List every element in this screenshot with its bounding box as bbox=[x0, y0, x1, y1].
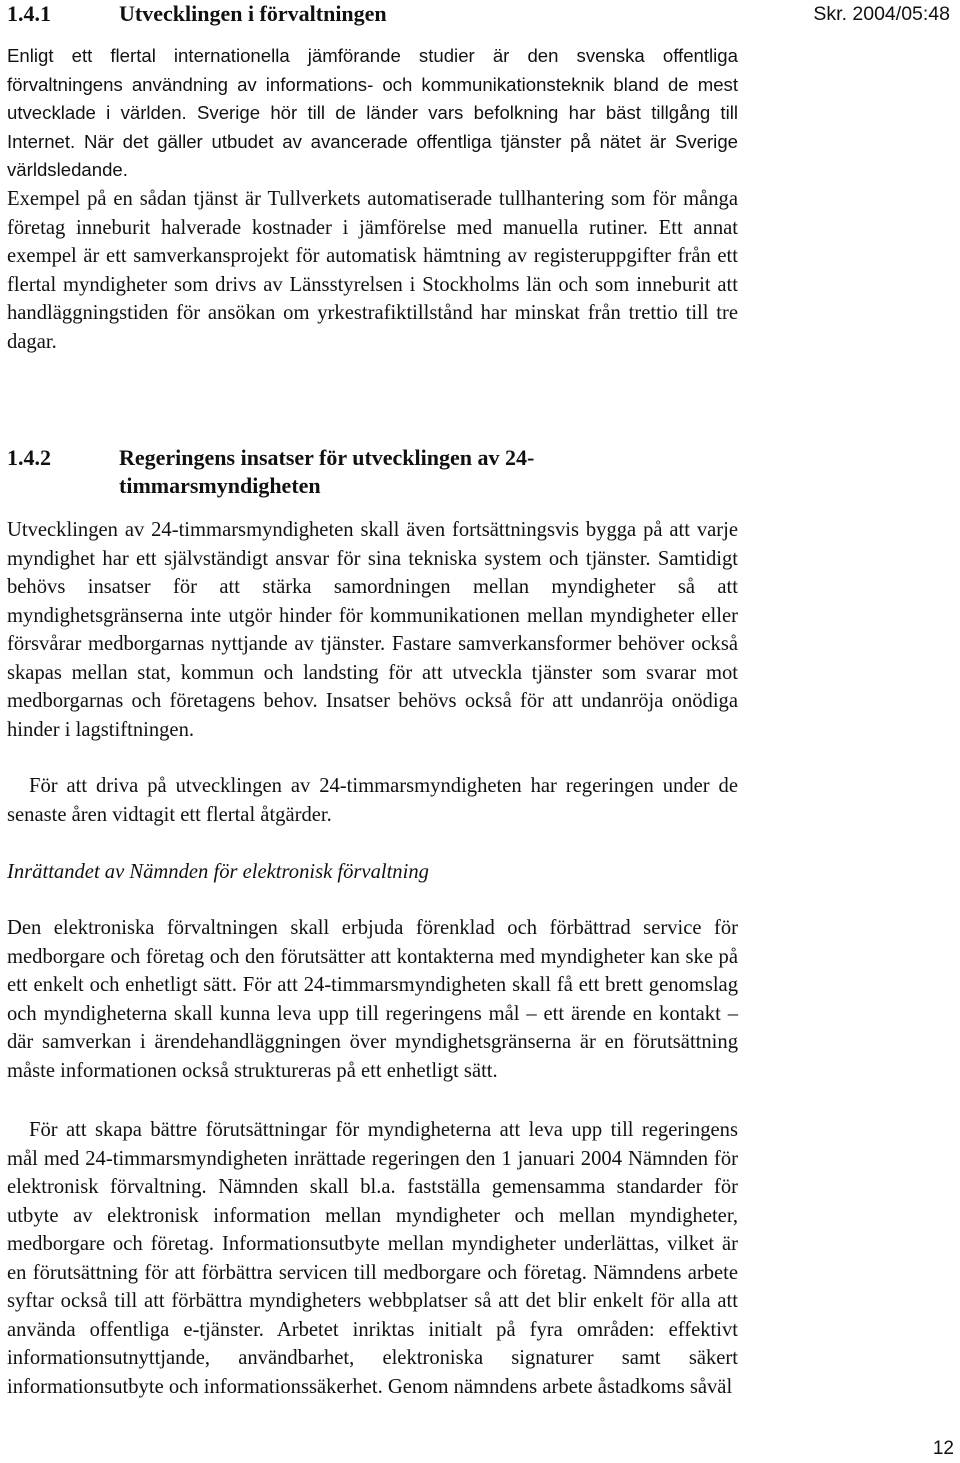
section-heading-1-4-1 bbox=[7, 0, 607, 28]
subsection-title: Inrättandet av Nämnden för elektronisk förvaltning bbox=[7, 861, 429, 883]
paragraph: Utvecklingen av 24-timmarsmyndigheten skall även fortsättningsvis bygga på att varje myndighet har ett självständigt ansvar för sina tekniska system och tjänster. Samtidigt behövs insatser för att stärka samordningen mellan myndigheter så att myndighetsgränserna inte utgör hinder för kommunikationen mellan myndigheter eller försvårar medborgarnas nyttjande av tjänster. Fastare samverkansformer behöver också skapas mellan stat, kommun och landsting för att utveckla tjänster som svarar mot medborgarnas och företagens behov. Insatser behövs också för att undanröja onödiga hinder i lagstiftningen. bbox=[7, 519, 738, 741]
paragraph: Exempel på en sådan tjänst är Tullverkets automatiserade tullhantering som för många företag inneburit halverade kostnader i jämförelse med manuella rutiner. Ett annat exempel är ett samverkansprojekt för automatisk hämtning av registeruppgifter från ett flertal myndigheter som drivs av Länsstyrelsen i Stockholms län och som inneburit att handläggningstiden för ansökan om yrkestrafiktillstånd har minskat från trettio till tre dagar. bbox=[7, 188, 738, 353]
section-heading-1-4-2 bbox=[7, 444, 707, 502]
page-number: 12 bbox=[932, 1438, 954, 1459]
section-title-line-1: Regeringens insatser för utvecklingen av 24- bbox=[119, 445, 535, 470]
paragraph: Den elektroniska förvaltningen skall erbjuda förenklad och förbättrad service för medborgare och företag och den förutsätter att kontakterna med myndigheter kan ske på ett enkelt och enhetligt sätt. För att 24-timmarsmyndigheten skall få ett brett genomslag och myndigheterna skall kunna leva upp till regeringens mål – ett ärende en kontakt – där samverkan i ärendehandläggningen över myndighetsgränserna är en förutsättning måste informationen också struktureras på ett enhetligt sätt. bbox=[7, 917, 738, 1082]
section-title-line-2: timmarsmyndigheten bbox=[119, 473, 321, 498]
paragraph: Enligt ett flertal internationella jämförande studier är den svenska offentliga förvaltningens användning av informations- och kommunikationsteknik bland de mest utvecklade i världen. Sverige hör till de länder vars befolkning har bäst tillgång till Internet. När det gäller utbudet av avancerade offentliga tjänster på nätet är Sverige världsledande. bbox=[7, 45, 738, 180]
section-number: 1.4.1 bbox=[7, 1, 51, 26]
section-number: 1.4.2 bbox=[7, 445, 51, 470]
document-reference: Skr. 2004/05:48 bbox=[813, 3, 950, 25]
paragraph: För att driva på utvecklingen av 24-timmarsmyndigheten har regeringen under de senaste åren vidtagit ett flertal åtgärder. bbox=[7, 775, 738, 826]
paragraph: För att skapa bättre förutsättningar för myndigheterna att leva upp till regeringens mål med 24-timmarsmyndigheten inrättade regeringen den 1 januari 2004 Nämnden för elektronisk förvaltning. Nämnden skall bl.a. fastställa gemensamma standarder för utbyte av elektronisk information mellan myndigheter och mellan myndigheter, medborgare och företag. Informationsutbyte mellan myndigheter underlättas, vilket är en förutsättning för att förbättra servicen till medborgare och företag. Nämndens arbete syftar också till att förbättra myndigheters webbplatser så att det blir enkelt för alla att använda offentliga e-tjänster. Arbetet inriktas initialt på fyra områden: effektivt informationsutnyttjande, användbarhet, elektroniska signaturer samt säkert informationsutbyte och informationssäkerhet. Genom nämndens arbete åstadkoms såväl bbox=[7, 1119, 738, 1398]
section-title: Utvecklingen i förvaltningen bbox=[119, 1, 387, 26]
